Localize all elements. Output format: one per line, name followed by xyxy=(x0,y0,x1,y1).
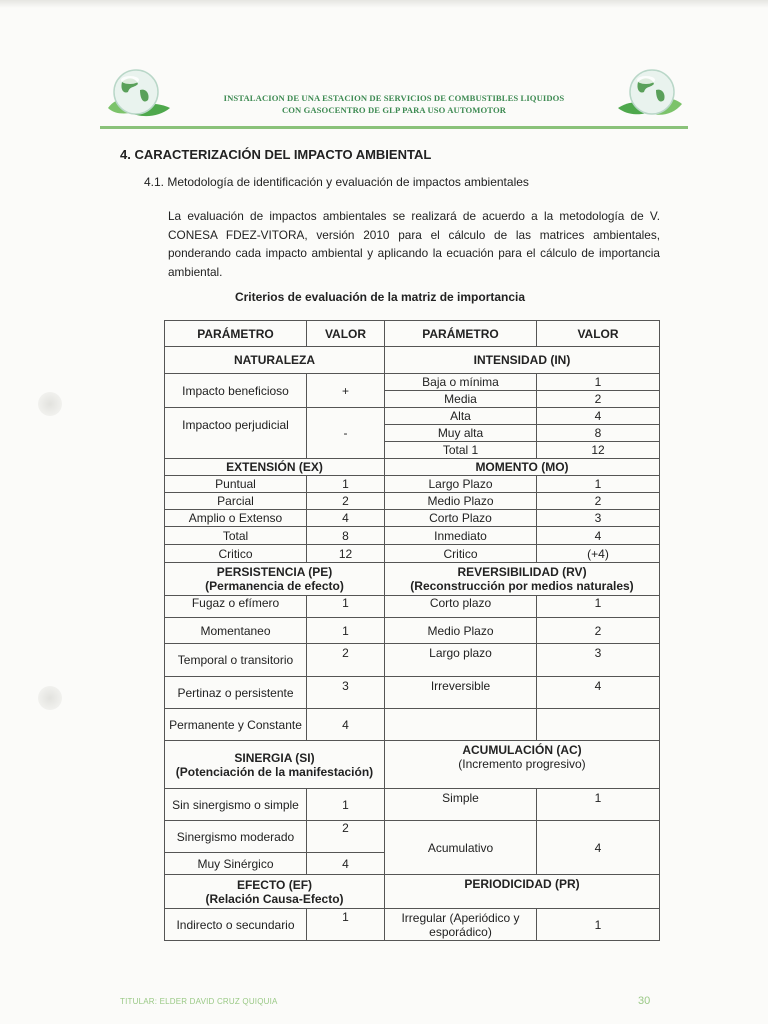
cell-label: Sinergismo moderado xyxy=(165,821,307,853)
cell-label: Simple xyxy=(385,789,537,821)
table-row xyxy=(165,545,660,563)
header-line-2: CON GASOCENTRO DE GLP PARA USO AUTOMOTOR xyxy=(281,105,507,115)
cell-value: 4 xyxy=(537,821,660,875)
section-subtitle: (Relación Causa-Efecto) xyxy=(205,891,344,906)
empty-cell xyxy=(537,709,660,741)
table-row xyxy=(165,408,660,425)
cell-value: 2 xyxy=(537,618,660,644)
table-row xyxy=(165,644,660,677)
cell-label: Fugaz o efímero xyxy=(165,596,307,618)
cell-label: Critico xyxy=(385,545,537,563)
globe-leaf-icon xyxy=(100,64,172,122)
page-number: 30 xyxy=(638,995,651,1007)
section-subtitle: (Reconstrucción por medios naturales) xyxy=(410,579,634,593)
importance-criteria-table xyxy=(164,320,660,941)
section-title: ACUMULACIÓN (AC) xyxy=(462,743,582,757)
cell-value: 4 xyxy=(537,408,660,425)
table-row xyxy=(165,789,660,821)
cell-value: 4 xyxy=(307,709,385,741)
subsection-heading: 4.1. Metodología de identificación y evaluación de impactos ambientales xyxy=(144,175,529,189)
cell-label: Impacto beneficioso xyxy=(165,374,307,408)
section-subtitle: (Permanencia de efecto) xyxy=(205,579,344,593)
table-caption: Criterios de evaluación de la matriz de importancia xyxy=(234,290,526,304)
footer-owner: TITULAR: ELDER DAVID CRUZ QUIQUIA xyxy=(120,997,278,1006)
column-header: PARÁMETRO xyxy=(385,321,537,347)
cell-value: 2 xyxy=(307,493,385,510)
cell-value: 1 xyxy=(537,374,660,391)
section-heading: 4. CARACTERIZACIÓN DEL IMPACTO AMBIENTAL xyxy=(120,147,432,162)
cell-value: 4 xyxy=(307,853,385,875)
section-title-persistencia xyxy=(165,563,385,596)
table-row xyxy=(165,527,660,545)
cell-label: Muy Sinérgico xyxy=(165,853,307,875)
cell-value: 4 xyxy=(537,677,660,709)
cell-label: Largo Plazo xyxy=(385,476,537,493)
cell-label: Irreversible xyxy=(385,677,537,709)
cell-label: Amplio o Extenso xyxy=(165,510,307,527)
cell-value: 2 xyxy=(537,391,660,408)
column-header: VALOR xyxy=(307,321,385,347)
cell-value: 3 xyxy=(537,510,660,527)
cell-label: Corto Plazo xyxy=(385,510,537,527)
header-title xyxy=(180,92,608,116)
cell-label: Medio Plazo xyxy=(385,618,537,644)
cell-value: 8 xyxy=(537,425,660,442)
cell-label: Inmediato xyxy=(385,527,537,545)
cell-value: 4 xyxy=(537,527,660,545)
cell-value: 1 xyxy=(307,476,385,493)
table-row xyxy=(165,596,660,618)
cell-label: Pertinaz o persistente xyxy=(165,677,307,709)
cell-value: 3 xyxy=(307,677,385,709)
section-title: EFECTO (EF) xyxy=(236,877,313,892)
cell-value: 12 xyxy=(307,545,385,563)
cell-label: Sin sinergismo o simple xyxy=(165,789,307,821)
section-title-efecto xyxy=(165,875,385,909)
table-row xyxy=(165,510,660,527)
section-title-periodicidad: PERIODICIDAD (PR) xyxy=(385,875,660,909)
section-title: PERSISTENCIA (PE) xyxy=(216,565,333,579)
cell-label: Critico xyxy=(165,545,307,563)
table-row xyxy=(165,618,660,644)
cell-label: Indirecto o secundario xyxy=(165,909,307,941)
cell-value: 2 xyxy=(307,821,385,853)
table-row xyxy=(165,875,660,909)
punch-hole xyxy=(38,686,62,710)
section-title-sinergia xyxy=(165,741,385,789)
cell-value: - xyxy=(307,408,385,459)
cell-label: Baja o mínima xyxy=(385,374,537,391)
table-row xyxy=(165,821,660,853)
cell-value: 2 xyxy=(537,493,660,510)
cell-label: Total 1 xyxy=(385,442,537,459)
scan-edge-shade xyxy=(0,0,768,8)
cell-value: 4 xyxy=(307,510,385,527)
column-header: PARÁMETRO xyxy=(165,321,307,347)
table-row xyxy=(165,741,660,789)
table-row xyxy=(165,563,660,596)
cell-label: Irregular (Aperiódico y esporádico) xyxy=(385,909,537,941)
cell-value: (+4) xyxy=(537,545,660,563)
cell-label: Puntual xyxy=(165,476,307,493)
cell-value: + xyxy=(307,374,385,408)
header-divider xyxy=(100,126,688,129)
cell-label: Total xyxy=(165,527,307,545)
table-row xyxy=(165,493,660,510)
cell-label: Momentaneo xyxy=(165,618,307,644)
section-title-extension: EXTENSIÓN (EX) xyxy=(165,459,385,476)
section-title-reversibilidad xyxy=(385,563,660,596)
cell-value: 2 xyxy=(307,644,385,677)
cell-value: 8 xyxy=(307,527,385,545)
globe-leaf-icon xyxy=(616,64,688,122)
section-subtitle: (Incremento progresivo) xyxy=(458,757,586,771)
table-row xyxy=(165,677,660,709)
table-row xyxy=(165,476,660,493)
cell-value: 12 xyxy=(537,442,660,459)
table-row xyxy=(165,909,660,941)
cell-value: 1 xyxy=(307,596,385,618)
cell-label: Impactoo perjudicial xyxy=(165,408,307,459)
cell-label: Parcial xyxy=(165,493,307,510)
cell-label: Medio Plazo xyxy=(385,493,537,510)
table-header-row xyxy=(165,321,660,347)
cell-value: 1 xyxy=(537,596,660,618)
table-row xyxy=(165,459,660,476)
cell-value: 1 xyxy=(537,476,660,493)
cell-value: 1 xyxy=(307,789,385,821)
cell-label: Temporal o transitorio xyxy=(165,644,307,677)
section-title-intensidad: INTENSIDAD (IN) xyxy=(385,347,660,374)
empty-cell xyxy=(385,709,537,741)
cell-value: 1 xyxy=(537,789,660,821)
table-row xyxy=(165,374,660,391)
section-title-momento: MOMENTO (MO) xyxy=(385,459,660,476)
column-header: VALOR xyxy=(537,321,660,347)
punch-hole xyxy=(38,392,62,416)
page-header xyxy=(100,62,688,132)
cell-label: Permanente y Constante xyxy=(165,709,307,741)
cell-label: Muy alta xyxy=(385,425,537,442)
cell-value: 3 xyxy=(537,644,660,677)
body-paragraph: La evaluación de impactos ambientales se realizará de acuerdo a la metodología de V. CONESA FDEZ-VITORA, versión 2010 para el cálculo de las matrices ambientales, ponderando cada impacto ambiental y aplicando la ecuación para el cálculo de importancia ambiental. xyxy=(168,209,660,279)
cell-label: Corto plazo xyxy=(385,596,537,618)
section-title: REVERSIBILIDAD (RV) xyxy=(457,565,587,579)
cell-value: 1 xyxy=(537,909,660,941)
section-title: SINERGIA (SI) xyxy=(234,750,315,765)
section-title-naturaleza: NATURALEZA xyxy=(165,347,385,374)
cell-label: Largo plazo xyxy=(385,644,537,677)
section-title-acumulacion xyxy=(385,741,660,789)
cell-value: 1 xyxy=(307,909,385,941)
cell-value: 1 xyxy=(307,618,385,644)
table-row xyxy=(165,347,660,374)
cell-label: Alta xyxy=(385,408,537,425)
section-subtitle: (Potenciación de la manifestación) xyxy=(175,764,374,779)
cell-label: Acumulativo xyxy=(385,821,537,875)
table-row xyxy=(165,709,660,741)
cell-label: Media xyxy=(385,391,537,408)
header-line-1: INSTALACION DE UNA ESTACION DE SERVICIOS DE COMBUSTIBLES LIQUIDOS xyxy=(223,93,565,103)
